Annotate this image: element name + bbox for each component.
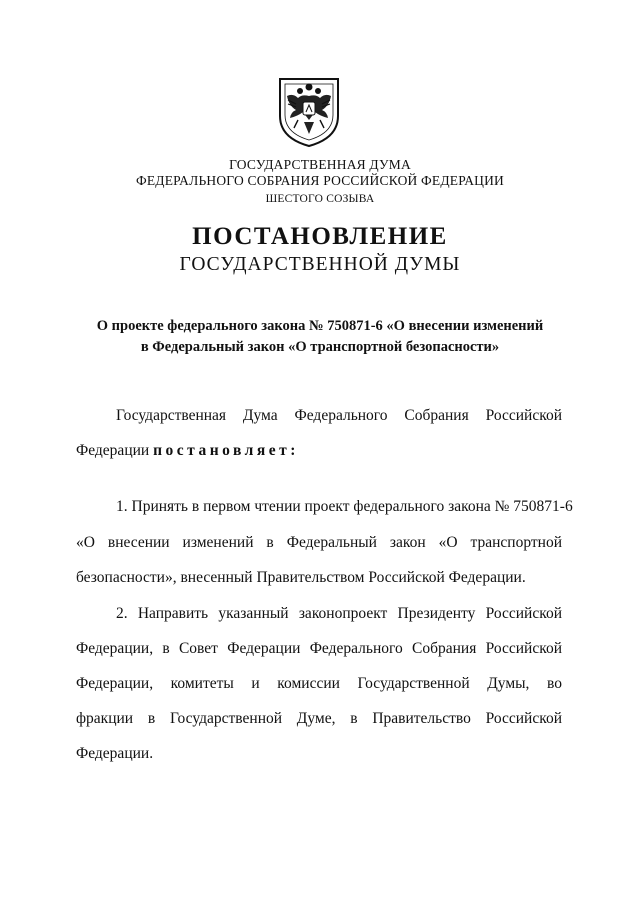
document-title: ПОСТАНОВЛЕНИЕ [192, 223, 448, 250]
clause-2-line-4: фракции в Государственной Думе, в Правительство Российской [76, 710, 562, 727]
clause-2-line-2: Федерации, в Совет Федерации Федерального Собрания Российской [76, 640, 562, 657]
clause-1-line-3: безопасности», внесенный Правительством Российской Федерации. [76, 569, 526, 586]
preamble-line-2 [76, 442, 562, 460]
preamble-resolves: постановляет: [153, 442, 299, 459]
header-line-federal-assembly: ФЕДЕРАЛЬНОГО СОБРАНИЯ РОССИЙСКОЙ ФЕДЕРАЦИИ [136, 173, 504, 188]
law-title-line-1: О проекте федерального закона № 750871-6 «О внесении изменений [96, 318, 544, 334]
header-line-convocation: ШЕСТОГО СОЗЫВА [265, 193, 375, 205]
header-line-duma: ГОСУДАРСТВЕННАЯ ДУМА [229, 157, 411, 172]
clause-1-line-2: «О внесении изменений в Федеральный закон «О транспортной [76, 534, 562, 551]
clause-2-line-1: 2. Направить указанный законопроект Президенту Российской [116, 605, 562, 622]
coat-of-arms-emblem [276, 76, 342, 148]
document-subtitle: ГОСУДАРСТВЕННОЙ ДУМЫ [179, 254, 461, 275]
clause-2-line-5: Федерации. [76, 745, 154, 762]
law-title-line-2: в Федеральный закон «О транспортной безопасности» [140, 339, 500, 355]
preamble-line-1: Государственная Дума Федерального Собрания Российской [116, 407, 562, 424]
preamble-prefix: Федерации [76, 442, 150, 459]
clause-1-line-1: 1. Принять в первом чтении проект федерального закона № 750871-6 [116, 498, 573, 515]
clause-2-line-3: Федерации, комитеты и комиссии Государственной Думы, во [76, 675, 562, 692]
